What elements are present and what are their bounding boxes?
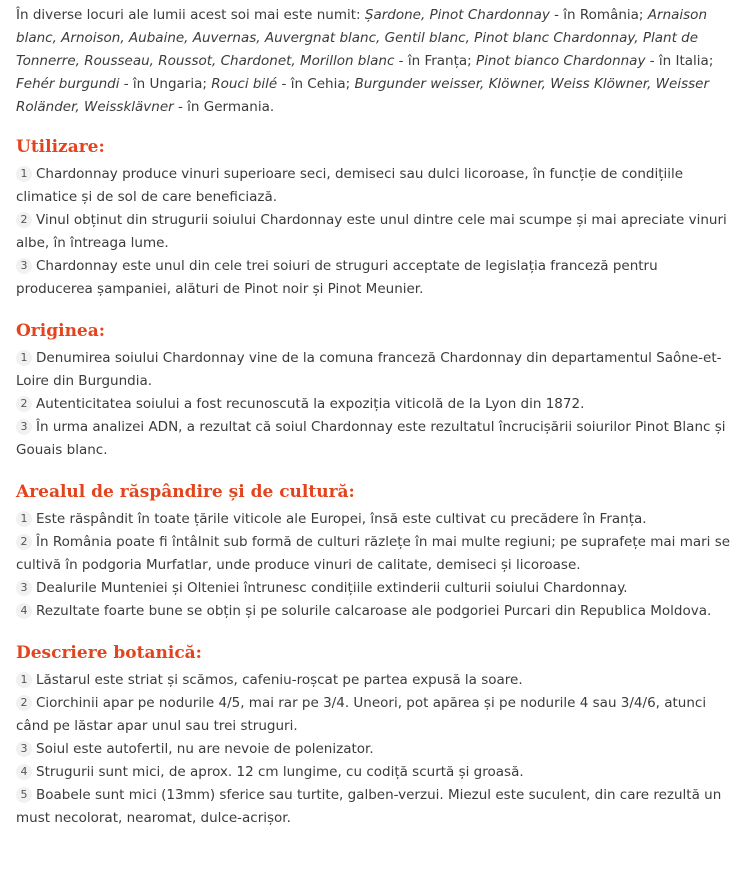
item-text: Lăstarul este striat și scămos, cafeniu-roșcat pe partea expusă la soare. — [36, 672, 523, 688]
item-number-badge: 1 — [16, 672, 32, 688]
item-text: Ciorchinii apar pe nodurile 4/5, mai rar pe 3/4. Uneori, pot apărea și pe nodurile 4 sau 3/4/6, atunci când pe lăstar apar unul sau trei struguri. — [16, 695, 707, 734]
item-number-badge: 1 — [16, 511, 32, 527]
section — [16, 641, 731, 830]
item-number-badge: 4 — [16, 603, 32, 619]
intro-synonyms: Rouci bilé — [211, 76, 278, 92]
item-text: Autenticitatea soiului a fost recunoscută la expoziția viticolă de la Lyon din 1872. — [36, 396, 585, 412]
intro-text: - în Franța; — [394, 53, 477, 69]
item-number-badge: 4 — [16, 764, 32, 780]
item-text: În România poate fi întâlnit sub formă de culturi răzlețe în mai multe regiuni; pe suprafețe mai mari se cultivă în podgoria Murfatlar, unde produce vinuri de calitate, demiseci și licoroase. — [16, 534, 731, 573]
item-text: Soiul este autofertil, nu are nevoie de polenizator. — [36, 741, 374, 757]
list-item — [16, 784, 731, 830]
list-item — [16, 508, 731, 531]
list-item — [16, 531, 731, 577]
list-item — [16, 692, 731, 738]
item-number-badge: 3 — [16, 419, 32, 435]
list-item — [16, 209, 731, 255]
item-number-badge: 1 — [16, 350, 32, 366]
sections-container — [16, 135, 731, 830]
item-text: Dealurile Munteniei și Olteniei întrunesc condițiile extinderii culturii soiului Chardonnay. — [36, 580, 628, 596]
item-text: Chardonnay este unul din cele trei soiuri de struguri acceptate de legislația franceză pentru producerea șampaniei, alături de Pinot noir și Pinot Meunier. — [16, 258, 658, 297]
item-text: Chardonnay produce vinuri superioare seci, demiseci sau dulci licoroase, în funcție de condițiile climatice și de sol de care beneficiază. — [16, 166, 684, 205]
list-item — [16, 577, 731, 600]
section-title: Descriere botanică: — [16, 643, 202, 663]
item-text: Denumirea soiului Chardonnay vine de la comuna franceză Chardonnay din departamentul Saône-et-Loire din Burgundia. — [16, 350, 722, 389]
item-number-badge: 5 — [16, 787, 32, 803]
list-item — [16, 669, 731, 692]
section-list — [16, 669, 731, 830]
list-item — [16, 600, 731, 623]
intro-synonyms: Burgunder weisser, Klöwner, Weiss Klöwner, Weisser Roländer, Weissklävner — [16, 76, 709, 115]
intro-synonyms: Șardone, Pinot Chardonnay — [364, 7, 550, 23]
item-number-badge: 2 — [16, 534, 32, 550]
list-item — [16, 393, 731, 416]
section-list — [16, 163, 731, 301]
item-text: Boabele sunt mici (13mm) sferice sau turtite, galben-verzui. Miezul este suculent, din care rezultă un must necolorat, nearomat, dulce-acrișor. — [16, 787, 722, 826]
intro-text: - în Ungaria; — [119, 76, 212, 92]
section-list — [16, 347, 731, 462]
item-number-badge: 2 — [16, 396, 32, 412]
item-text: Vinul obținut din strugurii soiului Chardonnay este unul dintre cele mai scumpe și mai apreciate vinuri albe, în întreaga lume. — [16, 212, 727, 251]
item-text: Este răspândit în toate țările viticole ale Europei, însă este cultivat cu precădere în Franța. — [36, 511, 647, 527]
item-number-badge: 1 — [16, 166, 32, 182]
list-item — [16, 416, 731, 462]
list-item — [16, 761, 731, 784]
intro-text: În diverse locuri ale lumii acest soi mai este numit: — [16, 7, 365, 23]
item-text: Strugurii sunt mici, de aprox. 12 cm lungime, cu codiță scurtă și groasă. — [36, 764, 524, 780]
section — [16, 480, 731, 623]
section — [16, 319, 731, 462]
intro-synonyms: Fehér burgundi — [16, 76, 120, 92]
list-item — [16, 255, 731, 301]
list-item — [16, 347, 731, 393]
section-title: Originea: — [16, 321, 106, 341]
intro-paragraph — [16, 4, 731, 119]
item-number-badge: 3 — [16, 741, 32, 757]
item-text: Rezultate foarte bune se obțin și pe solurile calcaroase ale podgoriei Purcari din Republica Moldova. — [36, 603, 712, 619]
item-number-badge: 2 — [16, 695, 32, 711]
section-list — [16, 508, 731, 623]
intro-text: - în Italia; — [645, 53, 714, 69]
list-item — [16, 738, 731, 761]
intro-synonyms: Arnaison blanc, Arnoison, Aubaine, Auvernas, Auvergnat blanc, Gentil blanc, Pinot blanc Chardonnay, Plant de Tonnerre, Rousseau, Roussot, Chardonet, Morillon blanc — [16, 7, 707, 69]
item-number-badge: 2 — [16, 212, 32, 228]
intro-synonyms: Pinot bianco Chardonnay — [476, 53, 646, 69]
intro-text: - în Cehia; — [277, 76, 355, 92]
list-item — [16, 163, 731, 209]
item-number-badge: 3 — [16, 258, 32, 274]
intro-text: - în România; — [549, 7, 648, 23]
section — [16, 135, 731, 301]
item-text: În urma analizei ADN, a rezultat că soiul Chardonnay este rezultatul încrucișării soiurilor Pinot Blanc și Gouais blanc. — [16, 419, 726, 458]
section-title: Arealul de răspândire și de cultură: — [16, 482, 355, 502]
intro-text: - în Germania. — [173, 99, 275, 115]
section-title: Utilizare: — [16, 137, 105, 157]
item-number-badge: 3 — [16, 580, 32, 596]
